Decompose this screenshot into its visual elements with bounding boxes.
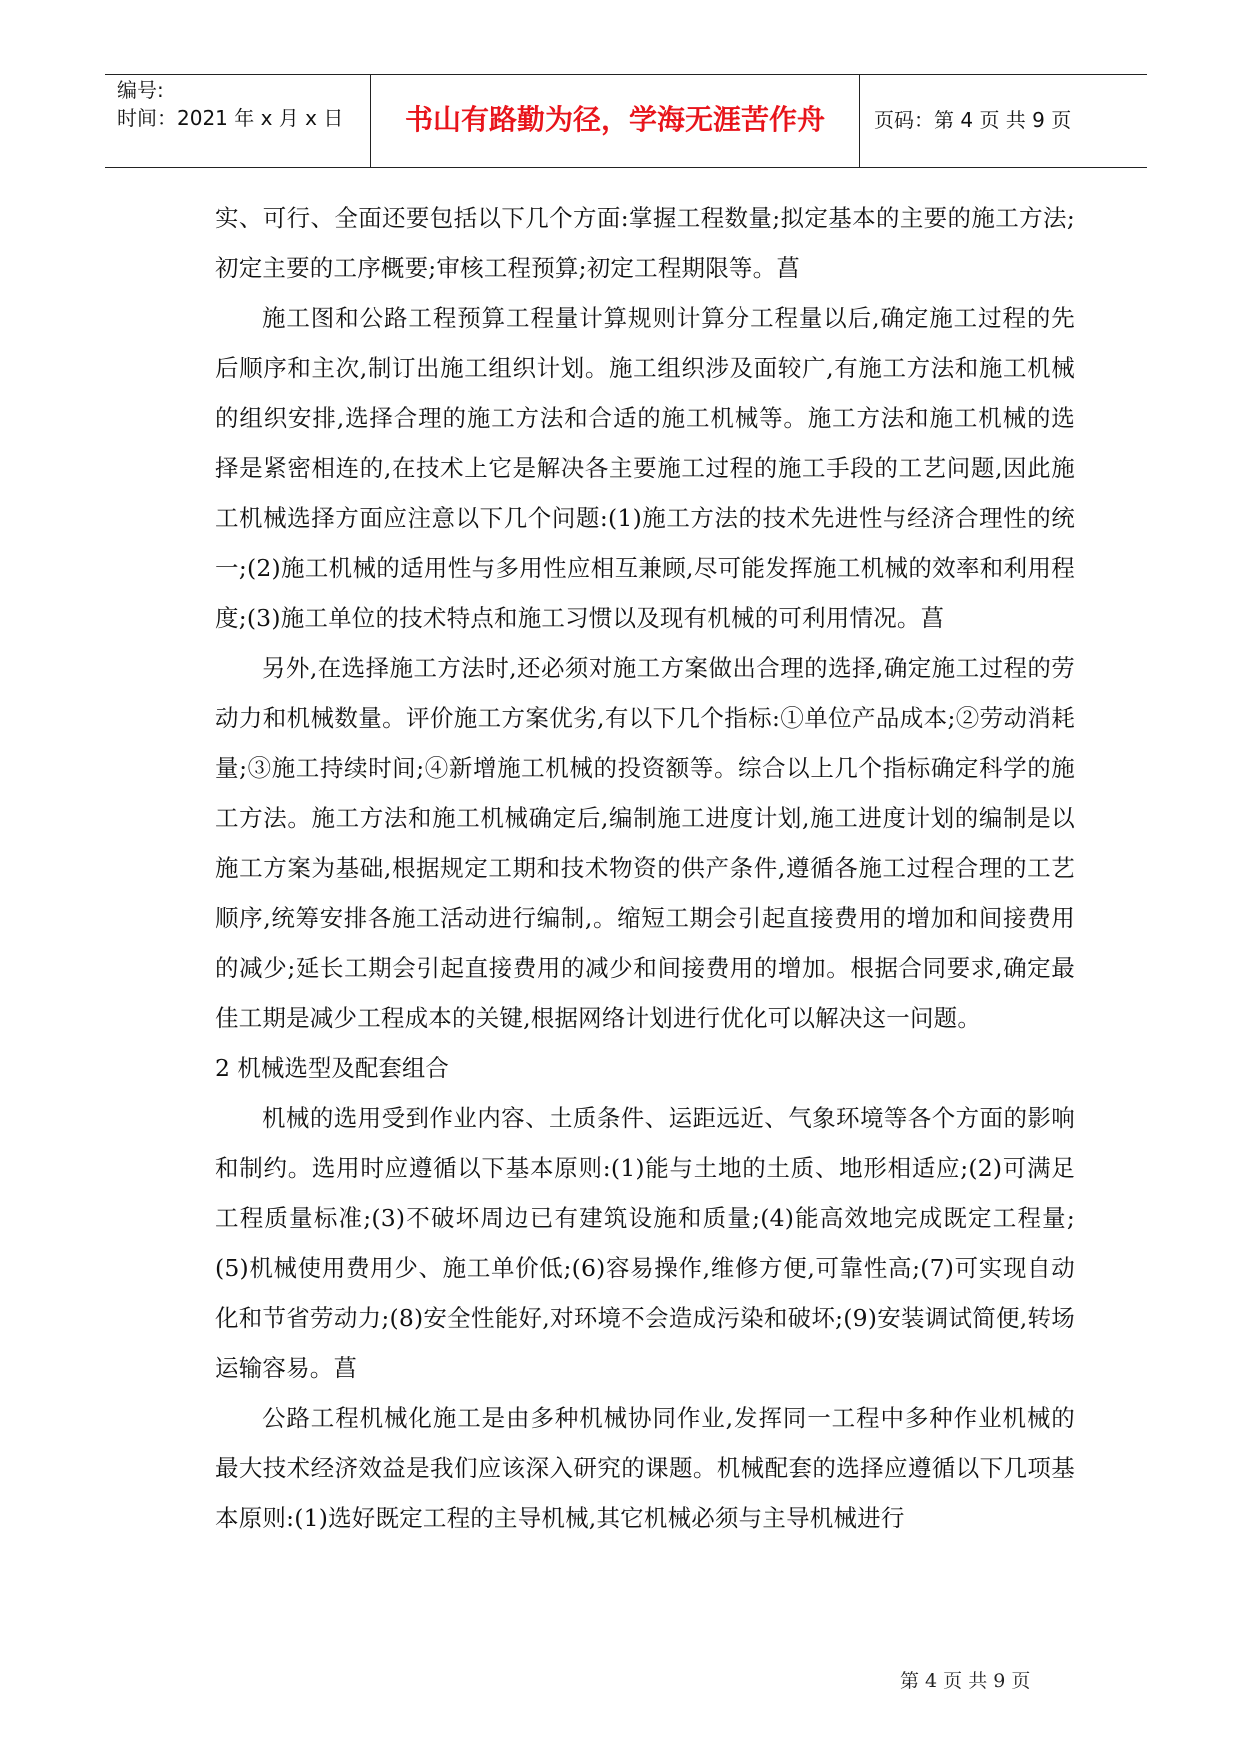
paragraph-3: 另外,在选择施工方法时,还必须对施工方案做出合理的选择,确定施工过程的劳动力和机械数量。评价施工方案优劣,有以下几个指标:①单位产品成本;②劳动消耗量;③施工持续时间;④新增施工机械的投资额等。综合以上几个指标确定科学的施工方法。施工方法和施工机械确定后,编制施工进度计划,施工进度计划的编制是以施工方案为基础,根据规定工期和技术物资的供产条件,遵循各施工过程合理的工艺顺序,统筹安排各施工活动进行编制,。缩短工期会引起直接费用的增加和间接费用的减少;延长工期会引起直接费用的减少和间接费用的增加。根据合同要求,确定最佳工期是减少工程成本的关键,根据网络计划进行优化可以解决这一问题。 xyxy=(215,654,1075,1032)
paragraph-5: 公路工程机械化施工是由多种机械协同作业,发挥同一工程中多种作业机械的最大技术经济效益是我们应该深入研究的课题。机械配套的选择应遵循以下几项基本原则:(1)选好既定工程的主导机械,其它机械必须与主导机械进行 xyxy=(215,1404,1075,1532)
header-top-rule xyxy=(105,74,1147,75)
time-label: 时间：2021 年 x 月 x 日 xyxy=(117,106,344,130)
paragraph-2: 施工图和公路工程预算工程量计算规则计算分工程量以后,确定施工过程的先后顺序和主次,制订出施工组织计划。施工组织涉及面较广,有施工方法和施工机械的组织安排,选择合理的施工方法和合适的施工机械等。施工方法和施工机械的选择是紧密相连的,在技术上它是解决各主要施工过程的施工手段的工艺问题,因此施工机械选择方面应注意以下几个问题:(1)施工方法的技术先进性与经济合理性的统一;(2)施工机械的适用性与多用性应相互兼顾,尽可能发挥施工机械的效率和利用程度;(3)施工单位的技术特点和施工习惯以及现有机械的可利用情况。菖 xyxy=(215,304,1075,632)
document-body xyxy=(215,193,1075,1543)
header-left-block xyxy=(117,76,343,132)
paragraph-1: 实、可行、全面还要包括以下几个方面:掌握工程数量;拟定基本的主要的施工方法;初定主要的工序概要;审核工程预算;初定工程期限等。菖 xyxy=(215,204,1075,282)
header-divider-left xyxy=(370,74,371,167)
paragraph-4: 机械的选用受到作业内容、土质条件、运距远近、气象环境等各个方面的影响和制约。选用时应遵循以下基本原则:(1)能与土地的土质、地形相适应;(2)可满足工程质量标准;(3)不破坏周边已有建筑设施和质量;(4)能高效地完成既定工程量;(5)机械使用费用少、施工单价低;(6)容易操作,维修方便,可靠性高;(7)可实现自动化和节省劳动力;(8)安全性能好,对环境不会造成污染和破坏;(9)安装调试简便,转场运输容易。菖 xyxy=(215,1104,1075,1382)
header-divider-right xyxy=(859,74,860,167)
header-page-info: 页码：第 4 页 共 9 页 xyxy=(874,108,1072,132)
header-bottom-rule xyxy=(105,167,1147,168)
section-heading: 2 机械选型及配套组合 xyxy=(215,1054,449,1082)
header-motto: 书山有路勤为径，学海无涯苦作舟 xyxy=(404,103,825,136)
page-footer-number: 第 4 页 共 9 页 xyxy=(900,1670,1031,1692)
serial-label: 编号: xyxy=(117,78,164,102)
